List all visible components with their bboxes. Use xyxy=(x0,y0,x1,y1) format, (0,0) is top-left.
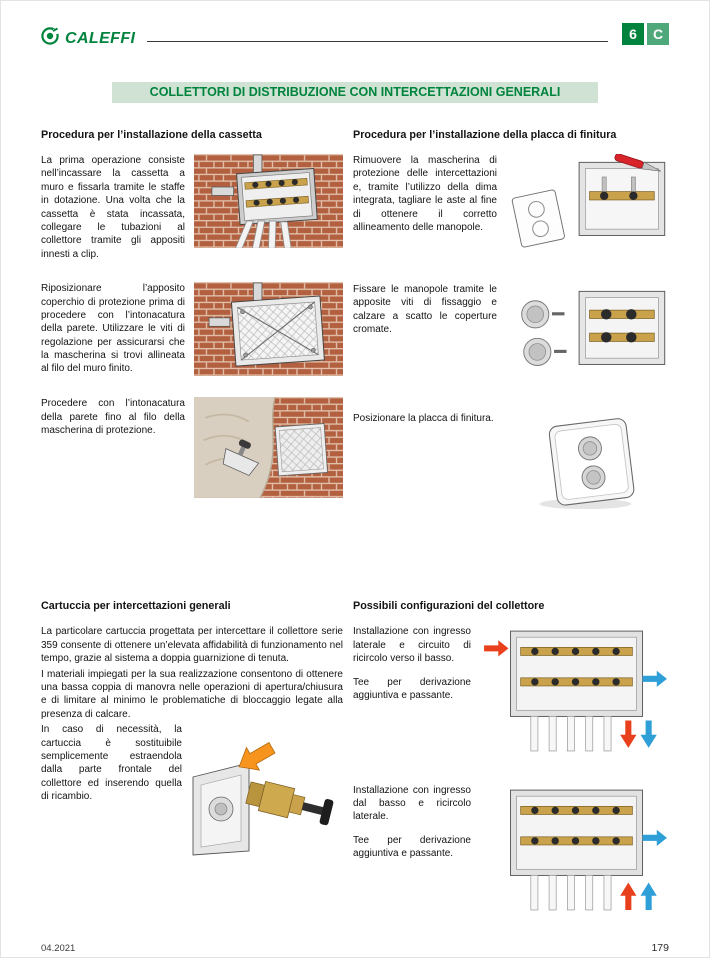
header-rule xyxy=(147,41,608,42)
illustration-plastering-wall-with-trowel xyxy=(194,397,343,498)
config-2-text: Installazione con ingresso dal basso e ricircolo laterale. xyxy=(353,784,471,823)
illustration-bottom-inlet-side-recirculation xyxy=(480,784,671,918)
config-2-text-2: Tee per derivazione aggiuntiva e passante. xyxy=(353,834,471,860)
procedures-section xyxy=(41,129,669,546)
column-cartuccia xyxy=(41,600,343,941)
page-header xyxy=(41,27,669,50)
cassetta-step-2 xyxy=(41,282,343,376)
column-configurazioni xyxy=(353,600,671,941)
cartuccia-paragraph-2: I materiali impiegati per la sua realizzazione consentono di ottenere una bassa coppia di manovra nelle operazioni di apertura/chiusura e di limitare al minimo le problematiche di bloccaggio legate alla presenza di calcare. xyxy=(41,668,343,720)
placca-step-1-text: Rimuovere la mascherina di protezione delle intercettazioni e, tramite l’utilizzo della dima integrata, tagliare le aste al fine di ottenere il corretto allineamento delle manopole. xyxy=(353,155,497,233)
placca-step-2 xyxy=(353,283,671,379)
details-section xyxy=(41,600,669,941)
cassetta-step-3-text: Procedere con l’intonacatura della parete fino al filo della mascherina di protezione. xyxy=(41,398,185,437)
heading-placca: Procedura per l’installazione della placca di finitura xyxy=(353,129,617,141)
column-placca xyxy=(353,129,671,546)
cassetta-step-3 xyxy=(41,397,343,498)
config-1-text-2: Tee per derivazione aggiuntiva e passante. xyxy=(353,676,471,701)
page-title: COLLETTORI DI DISTRIBUZIONE CON INTERCETTAZIONI GENERALI xyxy=(112,82,598,103)
illustration-removing-mask-cutting-rods xyxy=(506,154,671,250)
illustration-cartridge-extraction xyxy=(191,725,343,857)
illustration-knobs-chrome-covers xyxy=(506,283,671,379)
placca-step-3 xyxy=(353,412,671,513)
section-number-badge: 6 xyxy=(622,23,644,45)
cartuccia-paragraph-1: La particolare cartuccia progettata per intercettare il collettore serie 359 consente di ottenere un’elevata affidabilità di funzionamento nel tempo, grazie al sistema a doppia guarnizione di tenuta. xyxy=(41,626,343,665)
illustration-protection-cover-on-brick-wall xyxy=(194,282,343,376)
config-item-1 xyxy=(353,625,671,759)
config-item-2 xyxy=(353,784,671,918)
section-badges xyxy=(622,23,669,45)
caleffi-logo xyxy=(41,27,135,50)
column-cassetta xyxy=(41,129,343,546)
illustration-side-inlet-bottom-recirculation xyxy=(480,625,671,759)
cassetta-step-1-text: La prima operazione consiste nell’incassare la cassetta a muro e fissarla tramite le staffe in dotazione. Una volta che la cassetta è stata incassata, collegare le tubazioni al collettore tramite gli appositi innesti a clip. xyxy=(41,155,185,260)
placca-step-3-text: Posizionare la placca di finitura. xyxy=(353,413,494,425)
heading-cassetta: Procedura per l’installazione della cassetta xyxy=(41,129,262,141)
heading-cartuccia: Cartuccia per intercettazioni generali xyxy=(41,600,231,613)
illustration-finishing-plate xyxy=(506,412,671,513)
placca-step-1 xyxy=(353,154,671,250)
config-1-text: Installazione con ingresso laterale e circuito di ricircolo verso il basso. xyxy=(353,626,471,665)
page-footer xyxy=(41,942,669,954)
heading-configurazioni: Possibili configurazioni del collettore xyxy=(353,600,545,613)
cassetta-step-2-text: Riposizionare l’apposito coperchio di protezione prima di procedere con l’intonacatura della parete. Utilizzare le viti di regolazione per assicurarsi che la mascherina si trovi allineata al filo del muro finito. xyxy=(41,283,185,375)
cassetta-step-1 xyxy=(41,154,343,261)
section-letter-badge: C xyxy=(647,23,669,45)
caleffi-logo-icon xyxy=(41,27,59,50)
footer-page-number: 179 xyxy=(651,941,669,954)
footer-date: 04.2021 xyxy=(41,942,76,954)
cartuccia-paragraph-3: In caso di necessità, la cartuccia è sostituibile semplicemente estraendola dalla parte frontale del collettore ed inserendo quella di ricambio. xyxy=(41,724,182,803)
illustration-manifold-box-in-brick-wall xyxy=(194,154,343,261)
placca-step-2-text: Fissare le manopole tramite le apposite viti di fissaggio e calzare a scatto le coperture cromate. xyxy=(353,284,497,336)
brand-name: CALEFFI xyxy=(65,29,136,47)
